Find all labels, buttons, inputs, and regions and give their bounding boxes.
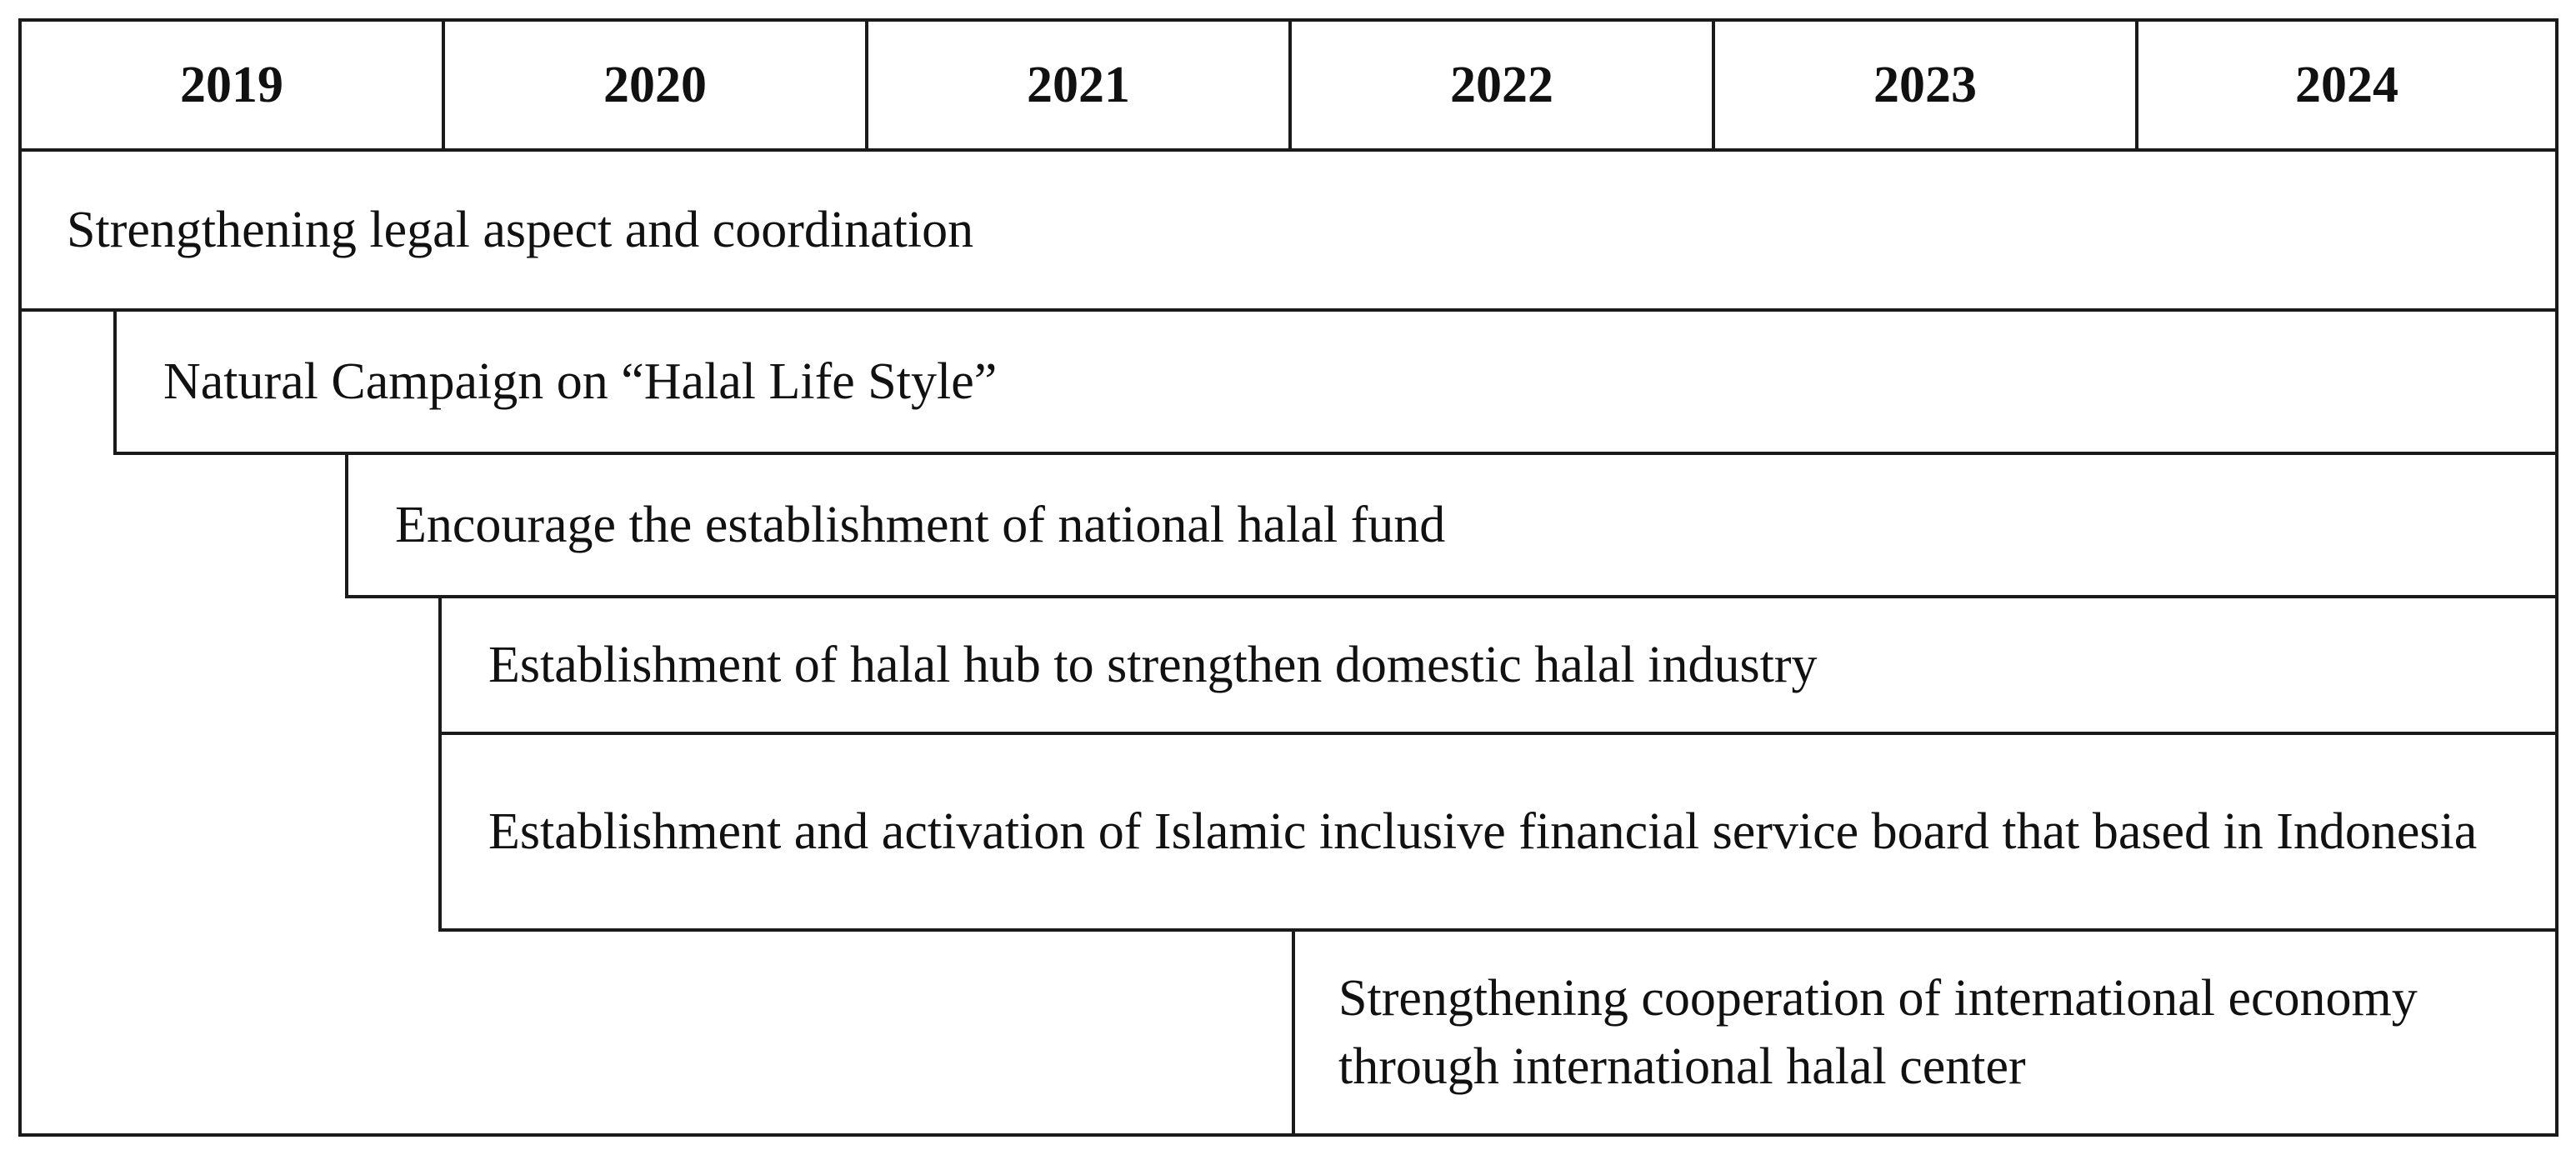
year-header-2020: 2020 — [442, 18, 868, 152]
program-bar-islamic-financial-board — [438, 732, 2558, 932]
program-label: Encourage the establishment of national halal fund — [395, 497, 1446, 553]
program-label: Establishment of halal hub to strengthen domestic halal industry — [488, 637, 1818, 693]
year-header-2019: 2019 — [18, 18, 445, 152]
year-header-2024: 2024 — [2135, 18, 2558, 152]
program-label: Establishment and activation of Islamic inclusive financial service board that based in Indonesia — [488, 803, 2478, 860]
program-bar-legal-coordination — [18, 148, 2558, 312]
program-label: Strengthening legal aspect and coordination — [67, 202, 974, 258]
program-bar-national-halal-fund — [345, 452, 2558, 598]
program-bar-halal-hub — [438, 595, 2558, 735]
year-header-2022: 2022 — [1288, 18, 1715, 152]
program-label: Natural Campaign on “Halal Life Style” — [163, 353, 998, 410]
program-bar-halal-lifestyle-campaign — [113, 308, 2558, 455]
program-bar-international-halal-center — [1292, 928, 2558, 1137]
program-label: Strengthening cooperation of international economy through international halal center — [1338, 970, 2418, 1095]
year-header-2021: 2021 — [865, 18, 1292, 152]
year-header-2023: 2023 — [1712, 18, 2138, 152]
